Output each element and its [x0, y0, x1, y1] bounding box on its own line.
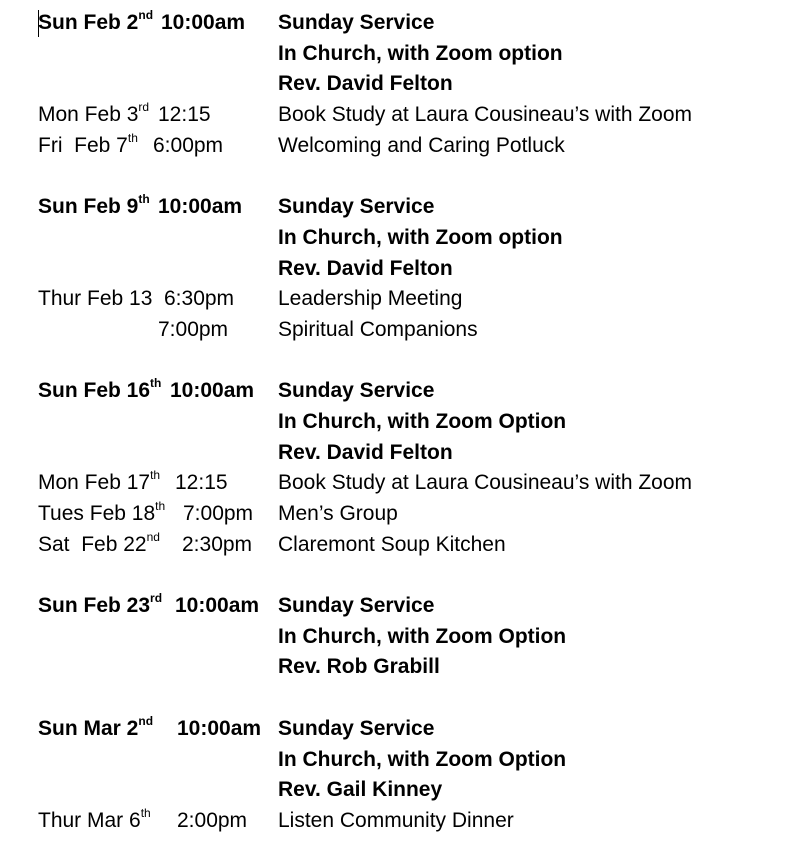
event-detail: In Church, with Zoom Option — [278, 747, 567, 771]
event-label: Sunday Service — [278, 379, 435, 403]
event-label: Book Study at Laura Cousineau’s with Zoom — [278, 471, 693, 495]
event-label: Claremont Soup Kitchen — [278, 532, 506, 556]
schedule-row-detail — [38, 39, 778, 70]
schedule-row-mon-feb-3 — [38, 100, 778, 131]
date-label: Thur Mar 6th — [38, 805, 151, 832]
date-label: Sun Feb 16th — [38, 376, 162, 403]
schedule-row-minister — [38, 775, 778, 806]
event-detail: In Church, with Zoom Option — [278, 624, 567, 648]
schedule-row-fri-feb-7 — [38, 131, 778, 162]
schedule-row-sun-feb-23 — [38, 591, 778, 622]
schedule-row-sat-feb-22 — [38, 530, 778, 561]
date-label: Sat Feb 22nd — [38, 529, 160, 556]
schedule-row-sun-feb-9 — [38, 192, 778, 223]
event-detail: In Church, with Zoom option — [278, 41, 563, 65]
schedule-row-detail — [38, 223, 778, 254]
blank-line — [38, 560, 778, 591]
blank-line — [38, 346, 778, 377]
schedule-row-mon-feb-17 — [38, 468, 778, 499]
event-label: Sunday Service — [278, 594, 435, 618]
time-label: 10:00am — [170, 379, 255, 403]
event-label: Sunday Service — [278, 11, 435, 34]
event-minister: Rev. David Felton — [278, 72, 453, 96]
schedule-row-minister — [38, 69, 778, 100]
event-label: Welcoming and Caring Potluck — [278, 133, 565, 157]
schedule-row-thur-feb-13-second — [38, 315, 778, 346]
time-label: 12:15 — [175, 471, 228, 495]
date-label: Sun Mar 2nd — [38, 713, 154, 740]
ordinal-suffix: nd — [138, 713, 154, 728]
event-label: Spiritual Companions — [278, 317, 478, 341]
schedule-row-minister — [38, 438, 778, 469]
event-minister: Rev. Gail Kinney — [278, 778, 443, 802]
time-label: 2:30pm — [182, 532, 253, 556]
event-minister: Rev. David Felton — [278, 440, 453, 464]
event-detail: In Church, with Zoom Option — [278, 409, 567, 433]
ordinal-suffix: rd — [150, 591, 163, 606]
date-label: Sun Feb 9th — [38, 192, 150, 219]
date-label: Tues Feb 18th — [38, 499, 166, 525]
blank-line — [38, 683, 778, 714]
time-label: 7:00pm — [183, 502, 254, 525]
event-label: Men’s Group — [278, 502, 398, 525]
event-label: Book Study at Laura Cousineau’s with Zoom — [278, 103, 693, 127]
event-minister: Rev. Rob Grabill — [278, 655, 440, 679]
time-label: 10:00am — [161, 11, 246, 34]
schedule-row-detail — [38, 407, 778, 438]
time-label: 7:00pm — [158, 317, 229, 341]
event-detail: In Church, with Zoom option — [278, 225, 563, 249]
ordinal-suffix: rd — [138, 100, 150, 115]
schedule-row-detail — [38, 622, 778, 653]
ordinal-suffix: th — [150, 468, 161, 483]
ordinal-suffix: th — [138, 192, 150, 207]
date-label: Sun Feb 2nd — [38, 8, 154, 34]
schedule-row-tues-feb-18 — [38, 499, 778, 530]
ordinal-suffix: nd — [146, 529, 160, 544]
event-label: Sunday Service — [278, 716, 435, 740]
schedule-row-sun-feb-2 — [38, 8, 778, 39]
event-minister: Rev. David Felton — [278, 256, 453, 280]
date-label: Mon Feb 17th — [38, 468, 161, 495]
schedule-row-detail — [38, 745, 778, 776]
time-label: 12:15 — [158, 103, 211, 127]
time-label: 10:00am — [158, 195, 243, 219]
date-label: Fri Feb 7th — [38, 130, 138, 157]
ordinal-suffix: nd — [138, 8, 154, 22]
blank-line — [38, 161, 778, 192]
document-body — [38, 8, 778, 837]
ordinal-suffix: th — [140, 805, 151, 820]
event-label: Leadership Meeting — [278, 287, 463, 311]
time-label: 10:00am — [175, 594, 260, 618]
ordinal-suffix: th — [155, 499, 166, 513]
time-label: 2:00pm — [177, 808, 248, 832]
schedule-row-sun-mar-2 — [38, 714, 778, 745]
time-label: 6:30pm — [164, 287, 235, 311]
ordinal-suffix: th — [150, 376, 162, 391]
time-label: 6:00pm — [153, 133, 224, 157]
schedule-row-minister — [38, 254, 778, 285]
schedule-row-sun-feb-16 — [38, 376, 778, 407]
schedule-row-thur-mar-6 — [38, 806, 778, 837]
date-label: Sun Feb 23rd — [38, 591, 163, 618]
schedule-row-thur-feb-13 — [38, 284, 778, 315]
date-label: Thur Feb 13 — [38, 287, 153, 311]
event-label: Listen Community Dinner — [278, 808, 514, 832]
ordinal-suffix: th — [127, 130, 138, 145]
schedule-row-minister — [38, 652, 778, 683]
event-label: Sunday Service — [278, 195, 435, 219]
date-label: Mon Feb 3rd — [38, 100, 150, 127]
time-label: 10:00am — [177, 716, 262, 740]
